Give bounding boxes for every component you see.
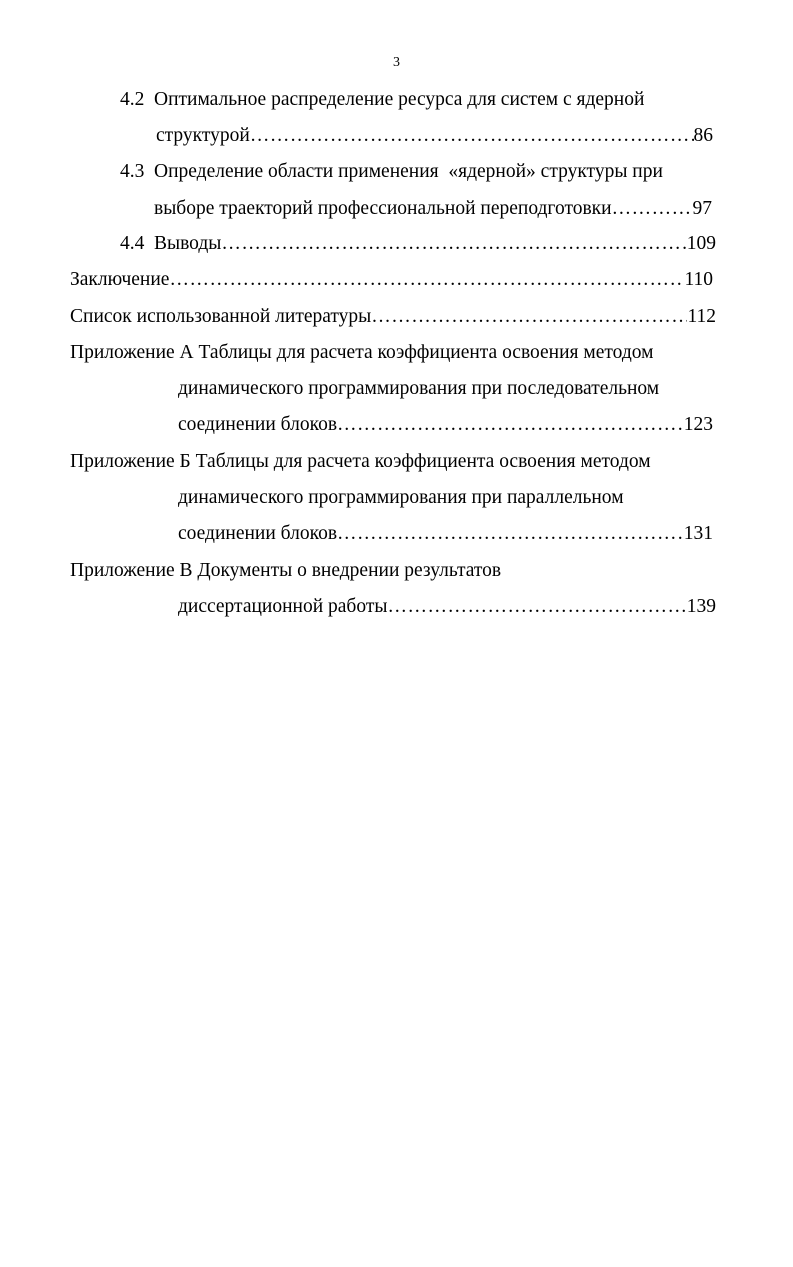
toc-entry-4-2-line-1 [120,88,644,112]
dot-leader [612,197,693,221]
toc-entry-4-2-title-part-1: Оптимальное распределение ресурса для систем с ядерной [154,89,645,110]
toc-entry-4-3-line-2 [154,197,712,221]
toc-entry-conclusion-title: Заключение [70,269,170,290]
toc-entry-appendix-a-line-2 [178,377,659,401]
page-number: 3 [393,55,400,70]
toc-entry-appendix-a-title-part-1: Приложение А Таблицы для расчета коэффициента освоения методом [70,342,654,363]
toc-entry-appendix-v-title-part-2: диссертационной работы [178,596,388,617]
toc-entry-4-2-number: 4.2 [120,89,145,110]
toc-entry-appendix-a-line-3 [178,413,713,437]
toc-entry-4-3-number: 4.3 [120,161,145,182]
toc-entry-appendix-b-title-part-1: Приложение Б Таблицы для расчета коэффициента освоения методом [70,451,651,472]
toc-entry-appendix-a-title-part-2: динамического программирования при последовательном [178,378,660,399]
dot-leader [250,124,694,148]
dot-leader [371,305,687,329]
toc-entry-references-page: 112 [687,306,716,327]
dot-leader [221,232,686,256]
toc-entry-appendix-v-line-2 [178,595,716,619]
toc-entry-appendix-v-page: 139 [686,596,716,617]
toc-entry-appendix-a-title-part-3: соединении блоков [178,414,338,435]
toc-entry-appendix-b-line-2 [178,486,624,510]
toc-entry-4-4-page: 109 [686,233,716,254]
toc-entry-appendix-v-line-1 [70,559,501,583]
dot-leader [169,268,684,292]
toc-entry-appendix-b-page: 131 [683,523,713,544]
toc-entry-references-title: Список использованной литературы [70,306,372,327]
toc-entry-conclusion [70,268,713,292]
toc-entry-appendix-a-line-1 [70,341,654,365]
toc-entry-appendix-a-page: 123 [683,414,713,435]
toc-entry-conclusion-page: 110 [684,269,713,290]
toc-entry-appendix-v-title-part-1: Приложение В Документы о внедрении результатов [70,560,502,581]
toc-entry-4-3-line-1 [120,160,663,184]
dot-leader [337,522,684,546]
dot-leader [387,595,686,619]
toc-entry-4-3-page: 97 [692,198,712,219]
toc-entry-appendix-b-line-1 [70,450,651,474]
toc-entry-4-3-title-part-2: выборе траекторий профессиональной переподготовки [154,198,612,219]
dot-leader [337,413,684,437]
toc-entry-4-2-title-part-2: структурой [156,125,250,146]
toc-entry-4-3-title-part-1: Определение области применения «ядерной» структуры при [154,161,663,182]
toc-entry-4-4-title: Выводы [154,233,222,254]
toc-entry-appendix-b-title-part-2: динамического программирования при параллельном [178,487,624,508]
toc-entry-appendix-b-line-3 [178,522,713,546]
toc-entry-references [70,305,716,329]
toc-entry-4-2-page: 86 [693,125,713,146]
toc-entry-4-4-number: 4.4 [120,233,145,254]
toc-entry-4-4 [120,232,716,256]
toc-entry-4-2-line-2 [156,124,713,148]
toc-entry-appendix-b-title-part-3: соединении блоков [178,523,338,544]
